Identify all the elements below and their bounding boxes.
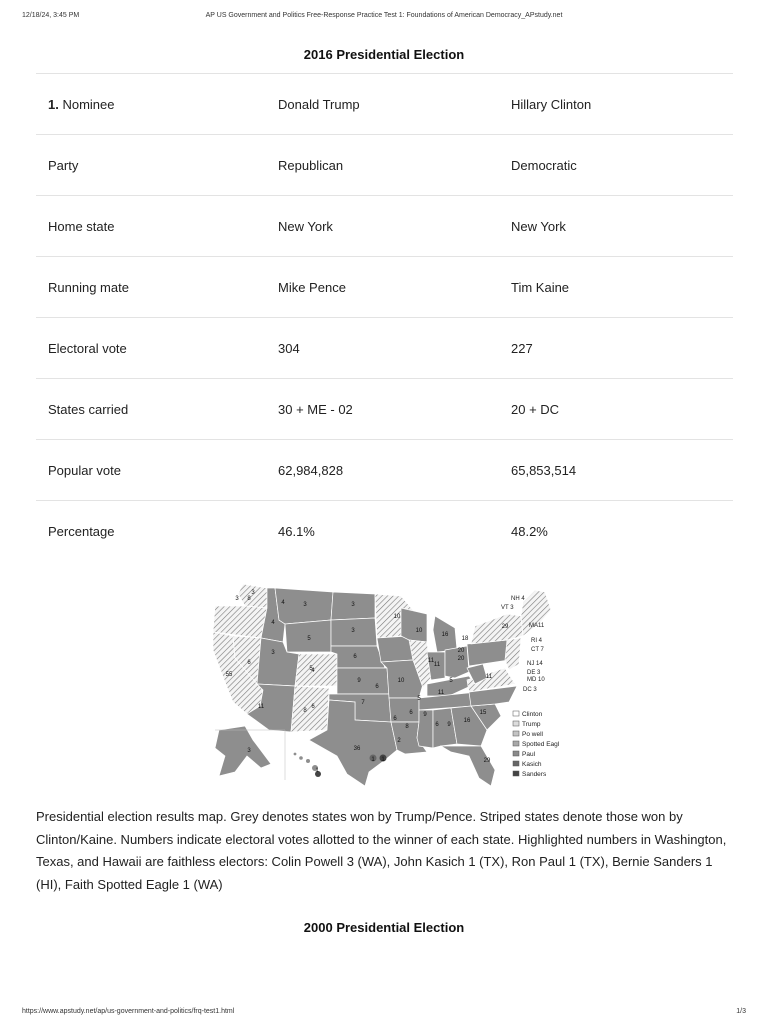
state-electoral-number: 6 [375,684,379,690]
label-nj: NJ 14 [527,661,543,667]
state-electoral-number: 20 [457,648,465,654]
state-electoral-number: 8 [247,596,251,602]
print-datetime: 12/18/24, 3:45 PM [22,12,80,19]
state-co [295,654,337,686]
state-new-england [521,590,551,636]
state-electoral-number: 3 [251,590,255,596]
row-label: Party [36,135,266,196]
legend-powell: Po well [522,731,543,738]
state-ne [331,646,385,668]
section-title-2016: 2016 Presidential Election [303,47,465,62]
table-row [36,501,733,562]
state-electoral-number: 36 [353,746,361,752]
cell-clinton: Hillary Clinton [499,74,733,135]
state-electoral-number: 3 [235,596,239,602]
cell-clinton: 20 + DC [499,379,733,440]
state-nm [291,686,329,732]
cell-clinton: Tim Kaine [499,257,733,318]
label-vt: VT 3 [501,605,514,611]
print-doc-title: AP US Government and Politics Free-Response Practice Test 1: Foundations of American Democracy_APstudy.net [205,12,563,19]
state-electoral-number: 5 [417,696,421,702]
state-electoral-number: 8 [303,708,307,714]
cell-trump: Republican [266,135,499,196]
state-electoral-number: 10 [393,614,401,620]
state-electoral-number: 5 [449,678,453,684]
row-label: 1. Nominee [36,74,266,135]
cell-trump: Mike Pence [266,257,499,318]
state-electoral-number: 6 [435,722,439,728]
table-row [36,379,733,440]
state-electoral-number: 29 [483,758,491,764]
state-electoral-number: 16 [441,632,449,638]
cell-clinton: 48.2% [499,501,733,562]
state-electoral-number: 6 [311,704,315,710]
state-or [213,606,267,638]
cell-trump: Donald Trump [266,74,499,135]
state-ks [337,668,389,694]
cell-clinton: 65,853,514 [499,440,733,501]
state-electoral-number: 11 [485,674,493,680]
legend-paul: Paul [522,751,536,758]
table-row [36,74,733,135]
state-electoral-number: 16 [463,718,471,724]
state-electoral-number: 6 [353,654,357,660]
state-hi [294,753,318,771]
print-header [22,12,746,24]
state-electoral-number: 20 [457,656,465,662]
state-electoral-number: 5 [307,636,311,642]
legend-sanders: Sanders [522,771,547,778]
row-label: States carried [36,379,266,440]
cell-trump: 30 + ME - 02 [266,379,499,440]
legend-spotted-eagle: Spotted Eagl [522,741,560,748]
legend-clinton: Clinton [522,711,543,718]
state-electoral-number: 10 [415,628,423,634]
label-dc: DC 3 [523,687,537,693]
map-legend [513,711,560,778]
state-fl [441,746,495,786]
state-electoral-number: 3 [351,602,355,608]
row-label: Home state [36,196,266,257]
state-electoral-number: 11 [257,704,265,710]
cell-trump: 304 [266,318,499,379]
page-number: 1/3 [736,1008,746,1015]
state-electoral-number: 9 [423,712,427,718]
state-wa [238,584,267,608]
table-row [36,135,733,196]
state-electoral-number: 5 [309,666,313,672]
cell-clinton: New York [499,196,733,257]
question-number: 1. [48,96,59,112]
map-caption: Presidential election results map. Grey denotes states won by Trump/Pence. Striped states denote those won by Clinton/Kaine. Numbers indicate electoral votes allotted to the winner of each state. Highlighted numbers in Washington, Texas, and Hawaii are faithless electors: Colin Powell 3 (WA), John Kasich 1 (TX), Ron Paul 1 (TX), Bernie Sanders 1 (HI), Faith Spotted Eagle 1 (WA) [36,809,727,892]
table-row [36,196,733,257]
state-electoral-number: 29 [501,624,509,630]
state-ia [377,636,413,662]
legend-trump: Trump [522,721,541,728]
state-electoral-number: 15 [479,710,487,716]
state-wi [401,608,427,642]
state-mid-atlantic [505,638,521,670]
label-ri: RI 4 [531,638,543,644]
label-ct: CT 7 [531,647,544,653]
state-electoral-number: 18 [461,636,469,642]
label-md: MD 10 [527,677,545,683]
state-electoral-number: 11 [427,658,435,664]
cell-trump: 62,984,828 [266,440,499,501]
election-results-map [205,580,565,792]
state-electoral-number: 9 [357,678,361,684]
row-label: Electoral vote [36,318,266,379]
table-row [36,257,733,318]
state-electoral-number: 4 [311,668,315,674]
row-label: Percentage [36,501,266,562]
table-row [36,318,733,379]
state-electoral-number: 1 [381,757,385,763]
state-electoral-number: 6 [393,716,397,722]
cell-trump: New York [266,196,499,257]
table-row [36,440,733,501]
print-url: https://www.apstudy.net/ap/us-government-and-politics/frq-test1.html [22,1008,235,1015]
state-electoral-number: 6 [247,660,251,666]
state-ak [215,726,271,776]
state-electoral-number: 4 [271,620,275,626]
state-electoral-number: 11 [437,690,445,696]
election-results-table [36,73,733,561]
row-label: Popular vote [36,440,266,501]
label-nh: NH 4 [511,596,525,602]
state-electoral-number: 3 [247,748,251,754]
state-electoral-number: 4 [281,600,285,606]
cell-clinton: Democratic [499,135,733,196]
state-electoral-number: 3 [303,602,307,608]
label-ma: MA11 [529,623,545,629]
cell-trump: 46.1% [266,501,499,562]
state-electoral-number: 1 [315,768,319,774]
state-electoral-number: 1 [371,757,375,763]
state-electoral-number: 3 [351,628,355,634]
state-electoral-number: 6 [409,710,413,716]
row-label: Running mate [36,257,266,318]
state-electoral-number: 8 [405,724,409,730]
state-electoral-number: 2 [397,738,401,744]
legend-kasich: Kasich [522,761,542,768]
state-electoral-number: 55 [225,672,233,678]
label-de: DE 3 [527,670,541,676]
state-electoral-number: 7 [361,700,365,706]
state-electoral-number: 10 [397,678,405,684]
state-electoral-number: 3 [271,650,275,656]
state-electoral-number: 9 [447,722,451,728]
state-electoral-number: 11 [433,662,441,668]
cell-clinton: 227 [499,318,733,379]
section-title-2000: 2000 Presidential Election [303,920,465,935]
